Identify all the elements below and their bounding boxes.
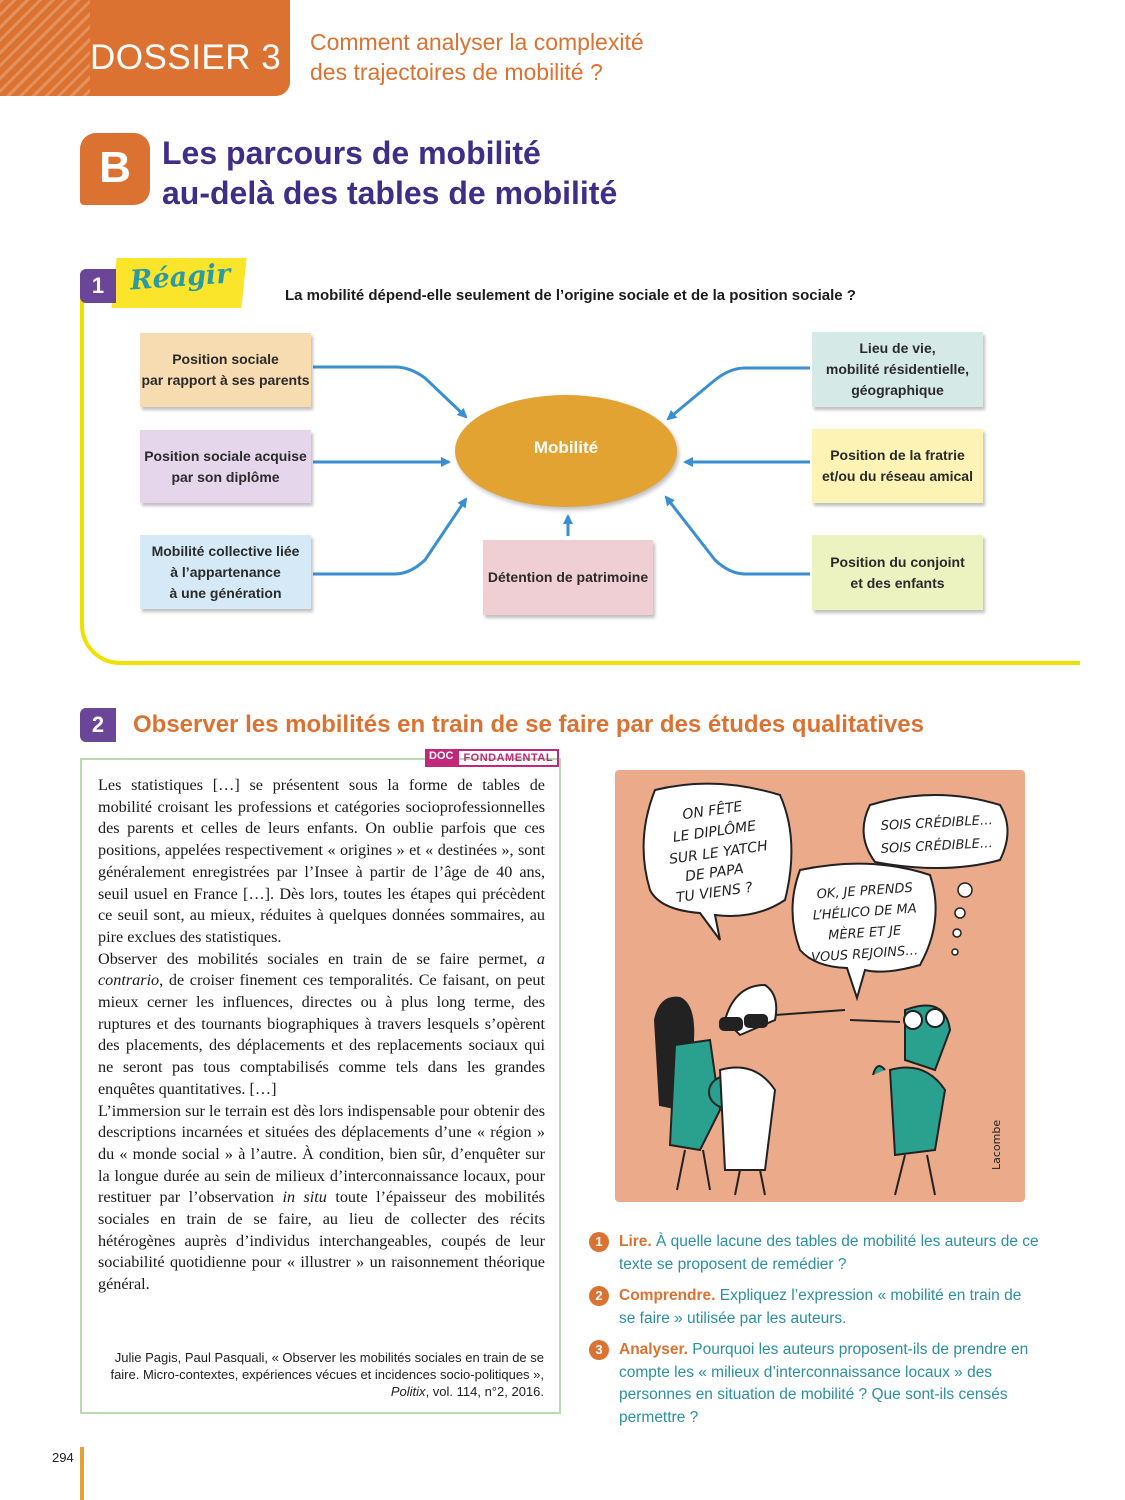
section2-title: Observer les mobilités en train de se faire par des études qualitatives bbox=[133, 711, 924, 738]
box-mobilite-collective-line1: Mobilité collective liée bbox=[151, 542, 300, 559]
page-bar bbox=[80, 1447, 84, 1500]
cartoon-drawing bbox=[615, 770, 1025, 1202]
box-conjoint-line2: et des enfants bbox=[850, 574, 945, 591]
question-label: Lire. bbox=[619, 1233, 652, 1250]
question-number: 1 bbox=[589, 1232, 609, 1252]
box-patrimoine bbox=[483, 540, 653, 615]
section-b-badge: B bbox=[80, 133, 150, 205]
bubble1-line5: TU VIENS ? bbox=[675, 879, 754, 907]
arrow-mobilite-collective bbox=[313, 499, 466, 574]
question-item bbox=[589, 1339, 1039, 1429]
section-b-title-line1: Les parcours de mobilité bbox=[162, 135, 541, 171]
bubble1-line1: ON FÊTE bbox=[681, 798, 744, 824]
box-fratrie-line2: et/ou du réseau amical bbox=[822, 468, 973, 484]
thought-line1: SOIS CRÉDIBLE… bbox=[880, 813, 994, 834]
bubble2-line3: MÈRE ET JE bbox=[827, 923, 902, 944]
bubble2-line1: OK, JE PRENDS bbox=[816, 880, 914, 903]
question-body: À quelle lacune des tables de mobilité les auteurs de ce texte se proposent de remédier ? bbox=[619, 1233, 1039, 1273]
question-label: Comprendre. bbox=[619, 1287, 716, 1304]
mobilite-ellipse: Mobilité bbox=[455, 395, 677, 507]
article-paragraph-3 bbox=[98, 1101, 545, 1296]
question-text bbox=[619, 1339, 1039, 1429]
section2-number-badge: 2 bbox=[80, 708, 116, 742]
reagir-number-badge: 1 bbox=[80, 269, 116, 303]
question-body: Pourquoi les auteurs proposent-ils de prendre en compte les « milieux d’interconnaissance locaux » des personnes en situation de mobilité ? Que sont-ils censés permettre ? bbox=[619, 1341, 1029, 1426]
box-conjoint bbox=[812, 535, 983, 610]
box-position-parents-line1: Position sociale bbox=[172, 351, 279, 367]
box-patrimoine-line1: Détention de patrimoine bbox=[487, 569, 649, 585]
box-mobilite-collective-line2: à l’appartenance bbox=[170, 563, 281, 580]
reagir-label: Réagir bbox=[129, 258, 232, 297]
source-italic: Politix bbox=[390, 1384, 426, 1399]
box-position-parents-line2: par rapport à ses parents bbox=[141, 372, 310, 388]
box-lieu-de-vie-line3: géographique bbox=[851, 382, 944, 398]
box-conjoint-line1: Position du conjoint bbox=[830, 553, 965, 570]
reagir-question: La mobilité dépend-elle seulement de l’origine sociale et de la position sociale ? bbox=[285, 287, 856, 304]
page-number: 294 bbox=[52, 1450, 74, 1465]
article-p3-after: toute l’épaisseur des mobilités sociales en train de se faire, au lieu de collecter des récits hétérogènes auprès d’individus interchangeables, coupés de leur sociabilité quotidienne pour « illustrer » un raisonnement théorique général. bbox=[98, 1188, 545, 1294]
arrow-position-parents bbox=[313, 367, 466, 417]
article-p3-italic: in situ bbox=[282, 1188, 327, 1207]
fondamental-label: FONDAMENTAL bbox=[457, 749, 559, 767]
box-position-parents bbox=[140, 333, 311, 407]
bubble1-line2: LE DIPLÔME bbox=[671, 818, 758, 846]
box-lieu-de-vie-line2: mobilité résidentielle, bbox=[825, 361, 970, 377]
bubble2-line2: L’HÉLICO DE MA bbox=[812, 901, 918, 924]
section-b-title-line2: au-delà des tables de mobilité bbox=[162, 175, 618, 211]
bubble1-line4: DE PAPA bbox=[684, 861, 745, 886]
box-lieu-de-vie-line1: Lieu de vie, bbox=[859, 340, 936, 356]
article-paragraph-1: Les statistiques […] se présentent sous la forme de tables de mobilité croisant les professions et catégories socioprofessionnelles des parents et celles de leurs enfants. On oublie parfois que ces positions, appelées respectivement « origines » et « destinées », sont généralement enregistrées par l’Insee à partir de l’âge de 40 ans, seuil usuel en France […]. Dès lors, toutes les étapes qui précèdent ce seuil sont, au mieux, réduites à quelques données sommaires, au pire exclues des statistiques. bbox=[98, 776, 545, 946]
thought-line2: SOIS CRÉDIBLE… bbox=[880, 836, 994, 857]
question-label: Analyser. bbox=[619, 1341, 688, 1358]
source-before: Julie Pagis, Paul Pasquali, « Observer les mobilités sociales en train de se faire. Micro-contextes, expériences vécues et incidences socio-politiques », bbox=[110, 1350, 544, 1382]
box-mobilite-collective bbox=[140, 535, 311, 609]
article-paragraph-2 bbox=[98, 949, 545, 1101]
question-number: 2 bbox=[589, 1286, 609, 1306]
article-p2-italic: a contrario bbox=[98, 949, 545, 990]
question-item bbox=[589, 1231, 1039, 1276]
box-fratrie bbox=[812, 429, 983, 503]
question-body: Expliquez l’expression « mobilité en train de se faire » utilisée par les auteurs. bbox=[619, 1287, 1022, 1327]
box-position-diplome-line1: Position sociale acquise bbox=[144, 447, 307, 464]
box-fratrie-line1: Position de la fratrie bbox=[830, 447, 965, 463]
box-position-diplome-line2: par son diplôme bbox=[171, 468, 280, 485]
question-text bbox=[619, 1285, 1039, 1330]
article-p3-before: L’immersion sur le terrain est dès lors indispensable pour obtenir des descriptions incarnées et situées des déplacements d’une « région » du « monde social » à l’autre. À condition, bien sûr, d’enquêter sur la longue durée au sein de milieux d’interconnaissance locaux, pour restituer par l’observation bbox=[98, 1101, 545, 1207]
dossier-question-line1: Comment analyser la complexité bbox=[310, 29, 644, 55]
article-source bbox=[110, 1349, 544, 1400]
question-item bbox=[589, 1285, 1039, 1330]
arrow-conjoint bbox=[666, 497, 810, 574]
source-after: , vol. 114, n°2, 2016. bbox=[425, 1384, 544, 1399]
arrow-lieu-de-vie bbox=[668, 368, 810, 419]
cartoon-illustration bbox=[615, 770, 1025, 1202]
questions-list bbox=[589, 1231, 1039, 1438]
cartoon-signature: Lacombe bbox=[990, 1119, 1003, 1170]
box-mobilite-collective-line3: à une génération bbox=[169, 584, 282, 601]
article-p2-after: , de croiser finement ces temporalités. Ce faisant, on peut mieux cerner les influences, directes ou à plus long terme, des ruptures et des tournants biographiques à travers lesquels s’opèrent des placements, des déplacements et des replacements sociaux qui ne seront pas tous comptabilisés comme tels dans les grandes enquêtes quantitatives. […] bbox=[98, 971, 545, 1098]
bubble2-line4: VOUS REJOINS… bbox=[810, 943, 919, 966]
article-p2-before: Observer des mobilités sociales en train de se faire permet, bbox=[98, 949, 537, 968]
box-lieu-de-vie bbox=[812, 332, 983, 407]
doc-label: DOC bbox=[425, 749, 457, 767]
dossier-question-line2: des trajectoires de mobilité ? bbox=[310, 59, 603, 85]
question-number: 3 bbox=[589, 1340, 609, 1360]
question-text bbox=[619, 1231, 1039, 1276]
dossier-label: DOSSIER 3 bbox=[90, 38, 282, 77]
box-position-diplome bbox=[140, 430, 311, 503]
article-text bbox=[98, 775, 545, 1296]
character-man-glasses bbox=[850, 1006, 950, 1196]
character-boy-sunglasses bbox=[720, 985, 845, 1195]
doc-tag bbox=[425, 749, 559, 767]
bubble1-line3: SUR LE YATCH bbox=[668, 838, 769, 868]
